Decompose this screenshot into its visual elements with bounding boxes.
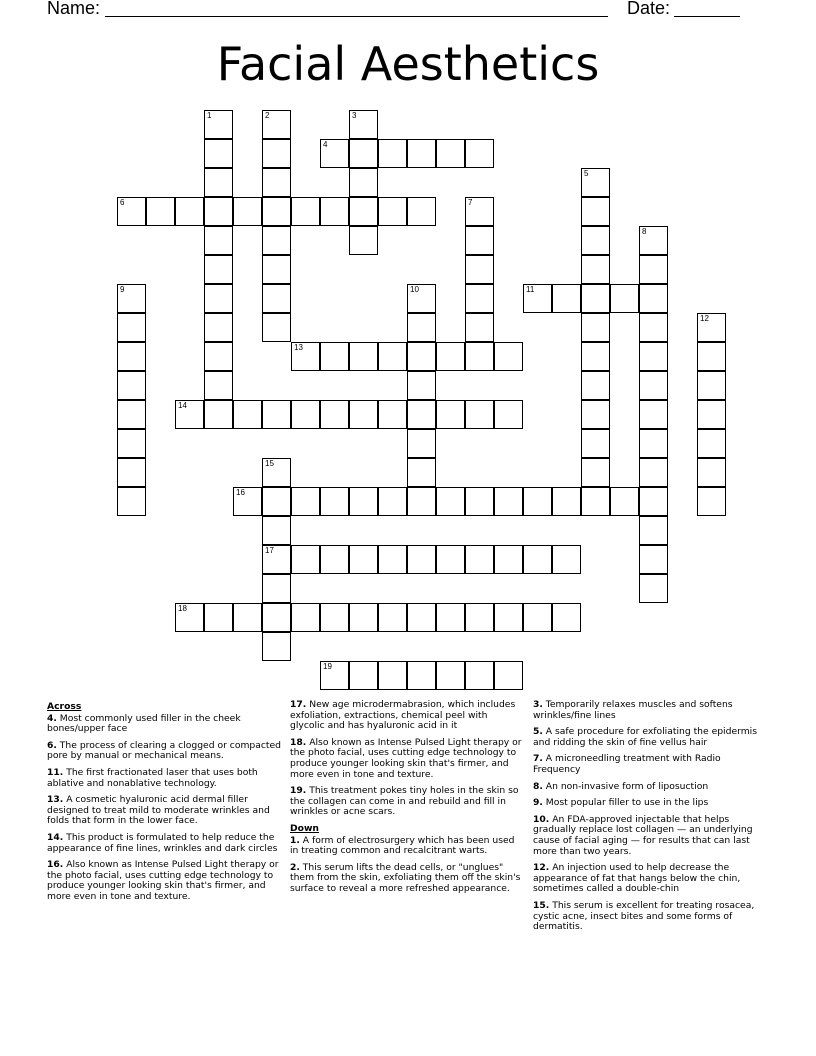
down-heading: Down <box>290 822 319 834</box>
across-heading: Across <box>47 701 82 712</box>
clue-column-2 <box>290 700 525 901</box>
clue-number: 3 <box>352 111 357 120</box>
clue-number: 18 <box>178 604 187 613</box>
clue-item <box>290 700 525 732</box>
clue-item <box>47 714 283 735</box>
clue-number: 1. <box>290 834 300 846</box>
date-label: Date: <box>627 0 671 18</box>
clue-text: The first fractionated laser that uses both ablative and nonablative technology. <box>47 766 258 789</box>
clue-text: A cosmetic hyaluronic acid dermal filler designed to treat mild to moderate wrinkles and folds that form in the lower face. <box>47 794 270 827</box>
clue-text: This treatment pokes tiny holes in the skin so the collagen can come in and rebuild and fill in wrinkles or acne scars. <box>290 785 519 818</box>
clue-item <box>47 795 283 827</box>
clue-number: 9 <box>120 285 125 294</box>
clue-text: An non-invasive form of liposuction <box>542 780 709 792</box>
name-label: Name: <box>47 0 101 18</box>
clue-item <box>290 786 525 818</box>
clue-item <box>533 700 769 721</box>
clue-item <box>290 863 525 895</box>
clue-item <box>533 754 769 775</box>
clue-text: This serum lifts the dead cells, or "unglues" them from the skin, exfoliating them off the skin's surface to reveal a more refreshed appearance. <box>290 861 521 894</box>
page-title: Facial Aesthetics <box>216 37 600 91</box>
clue-text: Temporarily relaxes muscles and softens wrinkles/fine lines <box>533 699 733 721</box>
clue-number: 12. <box>533 862 550 874</box>
clue-number: 7. <box>533 753 543 765</box>
clue-number: 10. <box>533 813 550 825</box>
clue-number: 7 <box>468 198 473 207</box>
clue-text: An FDA-approved injectable that helps gradually replace lost collagen — an underlying cause of facial aging — for results that can last more than two years. <box>533 813 753 857</box>
clue-number: 11 <box>526 285 535 294</box>
clue-item <box>533 863 769 895</box>
clue-item <box>47 833 283 854</box>
clue-text: A form of electrosurgery which has been used in treating common and recalcitrant warts. <box>290 834 515 857</box>
clue-item <box>533 727 769 748</box>
clue-number: 14 <box>178 401 187 410</box>
clue-item <box>47 860 283 902</box>
clue-item <box>533 901 769 933</box>
clue-number: 12 <box>700 314 709 323</box>
clue-number: 16. <box>47 859 64 871</box>
clue-number: 15. <box>533 899 550 911</box>
clue-text: Also known as Intense Pulsed Light therapy or the photo facial, uses cutting edge technology to produce younger looking skin that's firmer, and more even in tone and texture. <box>47 859 279 902</box>
clue-number: 14. <box>47 831 64 843</box>
clue-item <box>533 782 769 793</box>
clue-number: 5 <box>584 169 589 178</box>
clue-number: 9. <box>533 797 543 809</box>
clue-number: 10 <box>410 285 419 294</box>
clue-item <box>47 768 283 789</box>
clue-text: The process of clearing a clogged or compacted pore by manual or mechanical means. <box>47 739 281 762</box>
clue-number: 4. <box>47 712 57 724</box>
clue-number: 4 <box>323 140 328 149</box>
clue-column-3 <box>533 700 769 939</box>
clue-number: 3. <box>533 699 543 710</box>
clue-text: An injection used to help decrease the appearance of fat that hangs below the chin, sometimes called a double-chin <box>533 862 741 895</box>
clue-number: 5. <box>533 726 543 738</box>
clue-number: 19 <box>323 662 332 671</box>
clue-item <box>47 741 283 762</box>
clue-item <box>290 836 525 857</box>
clue-item <box>533 798 769 809</box>
clue-number: 1 <box>207 111 212 120</box>
clue-item <box>533 815 769 857</box>
clue-text: A microneedling treatment with Radio Frequency <box>533 753 721 775</box>
clue-number: 2 <box>265 111 270 120</box>
clue-number: 11. <box>47 766 64 778</box>
clue-number: 8 <box>642 227 647 236</box>
clue-text: New age microdermabrasion, which includes exfoliation, extractions, chemical peel with glycolic and has hyaluronic acid in it <box>290 699 516 732</box>
clue-text: Also known as Intense Pulsed Light therapy or the photo facial, uses cutting edge technology to produce younger looking skin that's firmer, and more even in tone and texture. <box>290 736 522 780</box>
clue-number: 17 <box>265 546 274 555</box>
clue-number: 13 <box>294 343 303 352</box>
clue-number: 6. <box>47 739 57 751</box>
clue-number: 19. <box>290 785 307 797</box>
clue-column-1 <box>47 700 283 909</box>
clue-text: Most popular filler to use in the lips <box>542 797 709 809</box>
clue-text: Most commonly used filler in the cheek bones/upper face <box>47 712 241 735</box>
clue-text: A safe procedure for exfoliating the epidermis and ridding the skin of fine vellus hair <box>533 726 758 748</box>
clue-number: 8. <box>533 780 543 792</box>
clue-item <box>290 738 525 780</box>
clue-number: 17. <box>290 699 307 710</box>
clue-number: 13. <box>47 794 64 806</box>
clue-number: 16 <box>236 488 245 497</box>
clue-text: This serum is excellent for treating rosacea, cystic acne, insect bites and some forms of dermatitis. <box>533 899 755 933</box>
clue-number: 15 <box>265 459 274 468</box>
clue-number: 2. <box>290 861 300 873</box>
clue-text: This product is formulated to help reduce the appearance of fine lines, wrinkles and dark circles <box>47 831 278 854</box>
clue-number: 6 <box>120 198 125 207</box>
clue-number: 18. <box>290 736 307 748</box>
